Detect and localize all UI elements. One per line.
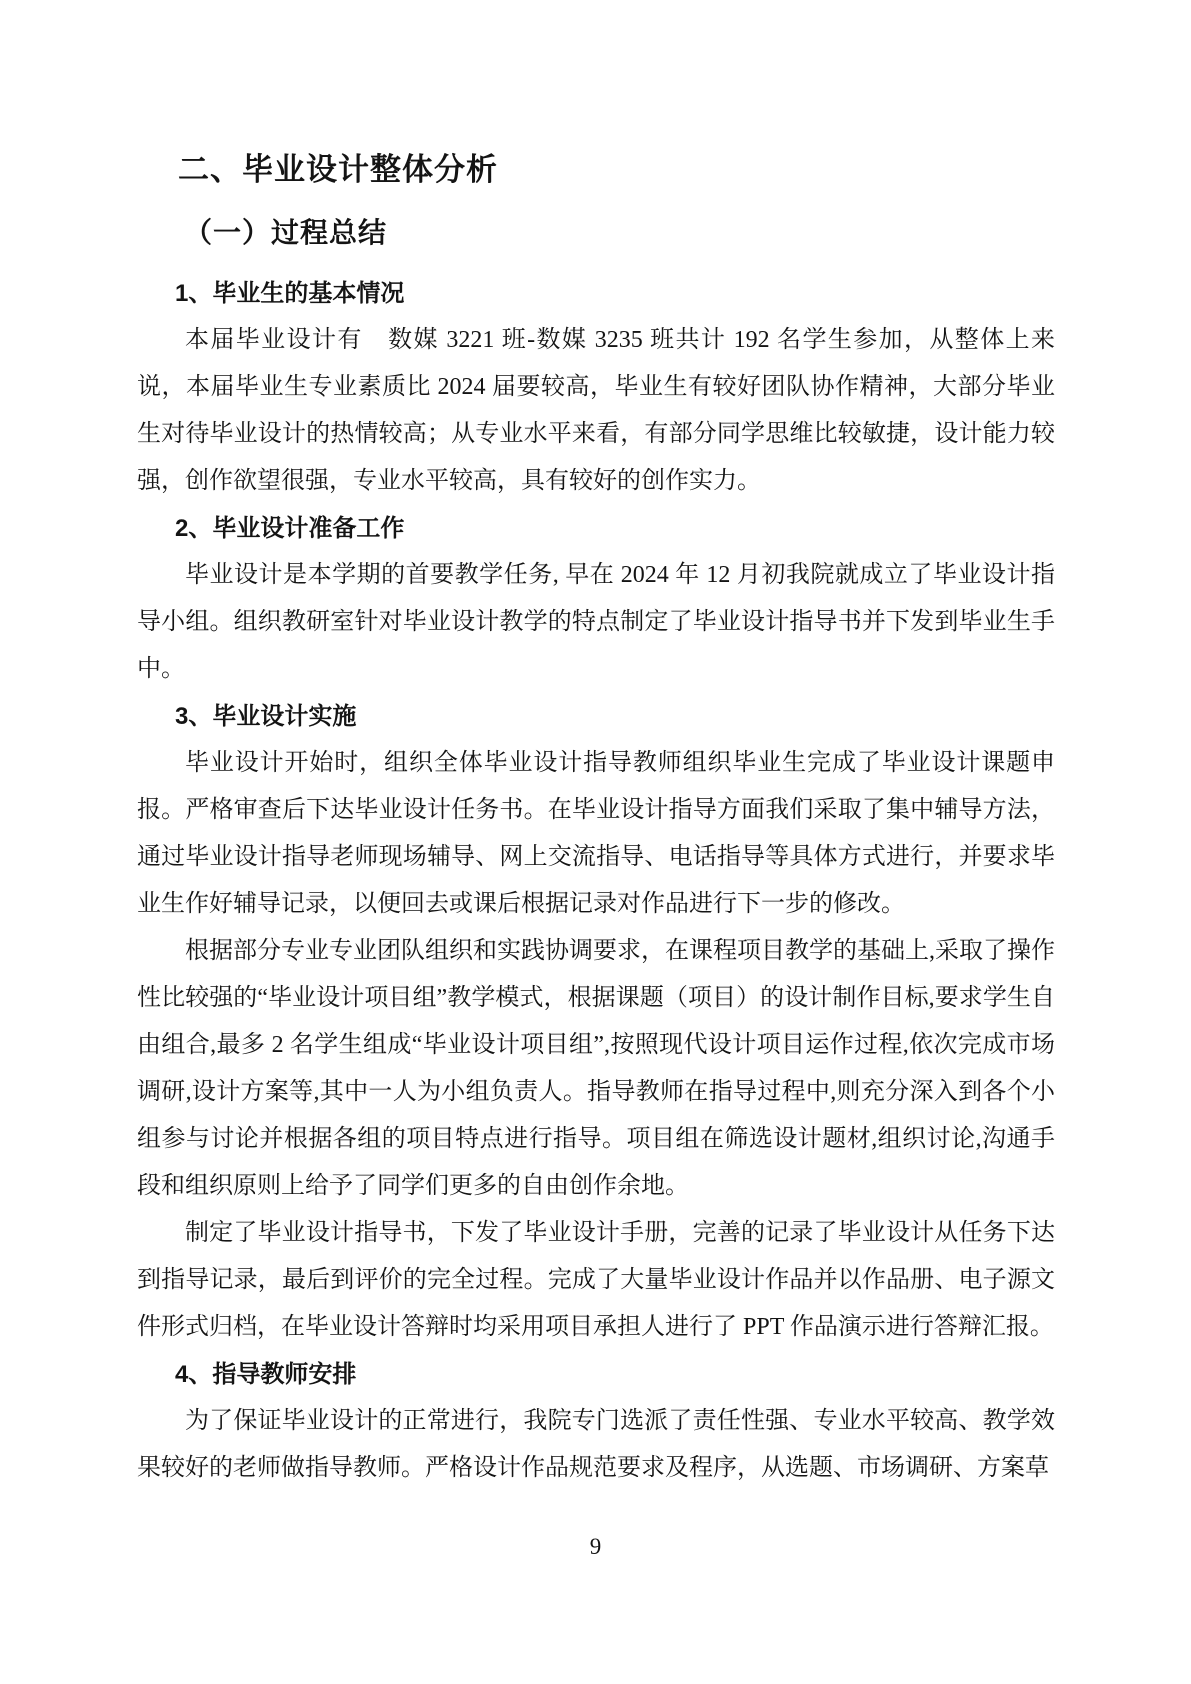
subheading-advisor-arrangement: 4、指导教师安排 <box>175 1361 357 1388</box>
document-body <box>137 150 1055 1492</box>
section-heading: （一）过程总结 <box>184 217 388 248</box>
paragraph-graduate-basic-info: 本届毕业设计有 数媒 3221 班-数媒 3235 班共计 192 名学生参加，从整体上来说，本届毕业生专业素质比 2024 届要较高，毕业生有较好团队协作精神，大部分毕业生对待毕业设计的热情较高；从专业水平来看，有部分同学思维比较敏捷，设计能力较强，创作欲望很强，专业水平较高，具有较好的创作实力。 <box>137 327 1055 494</box>
chapter-heading: 二、毕业设计整体分析 <box>178 152 498 187</box>
paragraph-implementation-3: 制定了毕业设计指导书，下发了毕业设计手册，完善的记录了毕业设计从任务下达到指导记录，最后到评价的完全过程。完成了大量毕业设计作品并以作品册、电子源文件形式归档，在毕业设计答辩时均采用项目承担人进行了 PPT 作品演示进行答辩汇报。 <box>137 1220 1055 1340</box>
subheading-implementation: 3、毕业设计实施 <box>175 703 357 730</box>
page-number: 9 <box>589 1534 602 1559</box>
subheading-preparation-work: 2、毕业设计准备工作 <box>175 515 405 542</box>
paragraph-implementation-1: 毕业设计开始时，组织全体毕业设计指导教师组织毕业生完成了毕业设计课题申报。严格审查后下达毕业设计任务书。在毕业设计指导方面我们采取了集中辅导方法，通过毕业设计指导老师现场辅导、网上交流指导、电话指导等具体方式进行，并要求毕业生作好辅导记录，以便回去或课后根据记录对作品进行下一步的修改。 <box>137 750 1055 917</box>
paragraph-implementation-2: 根据部分专业专业团队组织和实践协调要求，在课程项目教学的基础上,采取了操作性比较强的“毕业设计项目组”教学模式，根据课题（项目）的设计制作目标,要求学生自由组合,最多 2 名学生组成“毕业设计项目组”,按照现代设计项目运作过程,依次完成市场调研,设计方案等,其中一人为小组负责人。指导教师在指导过程中,则充分深入到各个小组参与讨论并根据各组的项目特点进行指导。项目组在筛选设计题材,组织讨论,沟通手段和组织原则上给予了同学们更多的自由创作余地。 <box>137 938 1055 1199</box>
paragraph-advisor-arrangement: 为了保证毕业设计的正常进行，我院专门选派了责任性强、专业水平较高、教学效果较好的老师做指导教师。严格设计作品规范要求及程序，从选题、市场调研、方案草 <box>137 1408 1055 1481</box>
subheading-graduate-basic-info: 1、毕业生的基本情况 <box>175 280 405 307</box>
paragraph-preparation-work: 毕业设计是本学期的首要教学任务, 早在 2024 年 12 月初我院就成立了毕业设计指导小组。组织教研室针对毕业设计教学的特点制定了毕业设计指导书并下发到毕业生手中。 <box>137 562 1055 682</box>
